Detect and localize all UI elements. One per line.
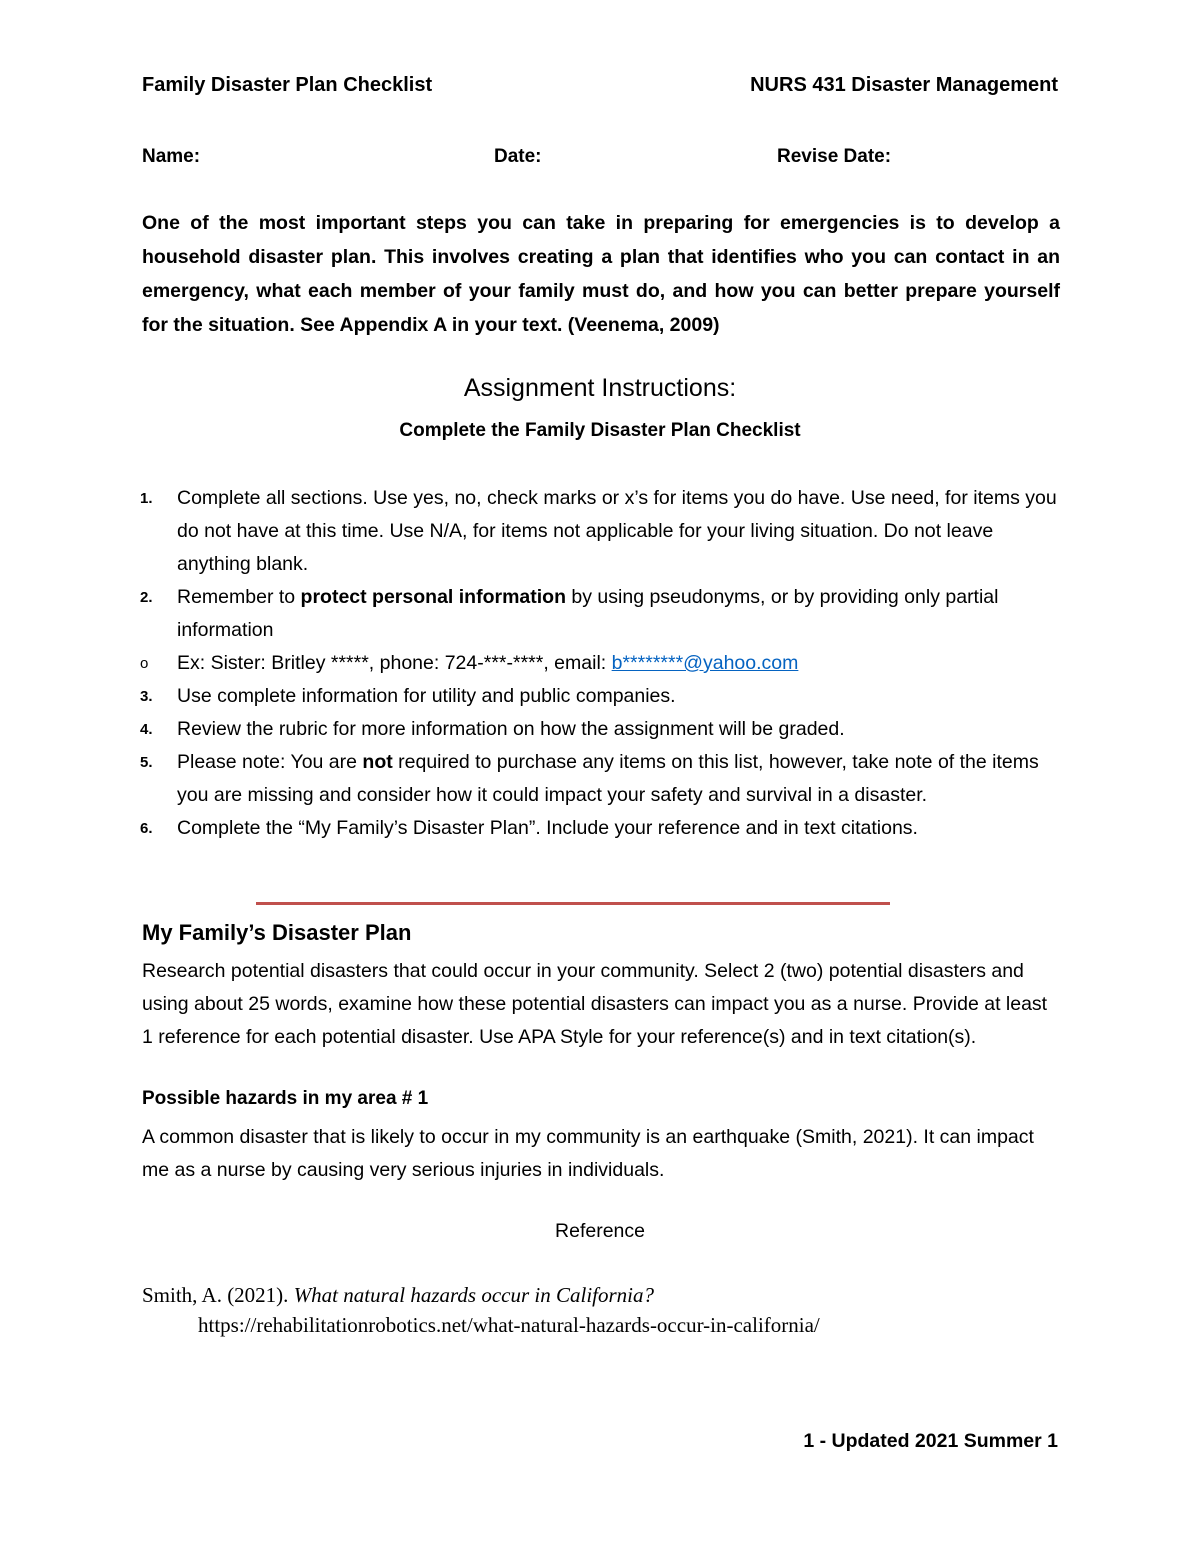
step-text: Review the rubric for more information on how the assignment will be graded. [177, 718, 845, 740]
reference-url: https://rehabilitationrobotics.net/what-natural-hazards-occur-in-california/ [198, 1313, 820, 1337]
plan-section-body: Research potential disasters that could occur in your community. Select 2 (two) potential disasters and using about 25 words, examine how these potential disasters can impact you as a nurse. Provide at least 1 reference for each potential disaster. Use APA Style for your reference(s) and in text citation(s). [142, 960, 1048, 1048]
step-text-post: by using pseudonyms, or by providing only partial information [177, 586, 999, 641]
reference-heading: Reference [555, 1220, 645, 1242]
step-text-post: required to purchase any items on this list, however, take note of the items you are missing and consider how it could impact your safety and survival in a disaster. [177, 751, 1039, 806]
header-left-title: Family Disaster Plan Checklist [142, 74, 433, 96]
instruction-subitem-example [140, 647, 1060, 680]
step-text-bold: protect personal information [300, 586, 566, 608]
revise-date-field-label: Revise Date: [777, 146, 892, 167]
step-text-pre: Remember to [177, 586, 301, 608]
step-text: Use complete information for utility and public companies. [177, 685, 676, 707]
step-number: 5. [140, 754, 153, 771]
step-text-pre: Ex: Sister: Britley *****, phone: 724-***-****, email: [177, 652, 612, 674]
name-field-label: Name: [142, 146, 201, 167]
step-text-pre: Please note: You are [177, 751, 363, 773]
instruction-item-4 [140, 713, 1060, 746]
assignment-title: Assignment Instructions: [463, 374, 737, 402]
header-right-course: NURS 431 Disaster Management [750, 74, 1058, 96]
instruction-item-6 [140, 812, 1060, 845]
instruction-list [140, 482, 1060, 845]
reference-work-title: What natural hazards occur in California? [293, 1283, 655, 1307]
section-divider [256, 902, 890, 905]
example-email-link[interactable]: b********@yahoo.com [611, 652, 799, 674]
reference-author: Smith, A. (2021). [142, 1283, 294, 1307]
step-number: 3. [140, 688, 153, 705]
page-footer: 1 - Updated 2021 Summer 1 [803, 1430, 1058, 1452]
step-number: 1. [140, 490, 153, 507]
assignment-subtitle: Complete the Family Disaster Plan Checklist [399, 420, 801, 441]
step-text: Complete all sections. Use yes, no, check marks or x’s for items you do have. Use need, for items you do not have at this time. Use N/A, for items not applicable for your living situation. Do not leave anything blank. [177, 487, 1057, 575]
reference-entry [142, 1280, 1072, 1340]
step-bullet: o [140, 655, 149, 672]
plan-section-title: My Family’s Disaster Plan [142, 920, 412, 945]
step-number: 2. [140, 589, 153, 606]
hazard-heading: Possible hazards in my area # 1 [142, 1088, 429, 1109]
instruction-item-3 [140, 680, 1060, 713]
step-text: Complete the “My Family’s Disaster Plan”. Include your reference and in text citations. [177, 817, 918, 839]
intro-paragraph: One of the most important steps you can take in preparing for emergencies is to develop a household disaster plan. This involves creating a plan that identifies who you can contact in an emergency, what each member of your family must do, and how you can better prepare yourself for the situation. See Appendix A in your text. (Veenema, 2009) [142, 212, 1060, 336]
instruction-item-2 [140, 581, 1060, 647]
step-number: 4. [140, 721, 153, 738]
hazard-description: A common disaster that is likely to occur in my community is an earthquake (Smith, 2021). It can impact me as a nurse by causing very serious injuries in individuals. [142, 1126, 1034, 1181]
step-text-bold: not [362, 751, 393, 773]
instruction-item-1 [140, 482, 1060, 581]
step-number: 6. [140, 820, 153, 837]
date-field-label: Date: [494, 146, 542, 167]
instruction-item-5 [140, 746, 1060, 812]
